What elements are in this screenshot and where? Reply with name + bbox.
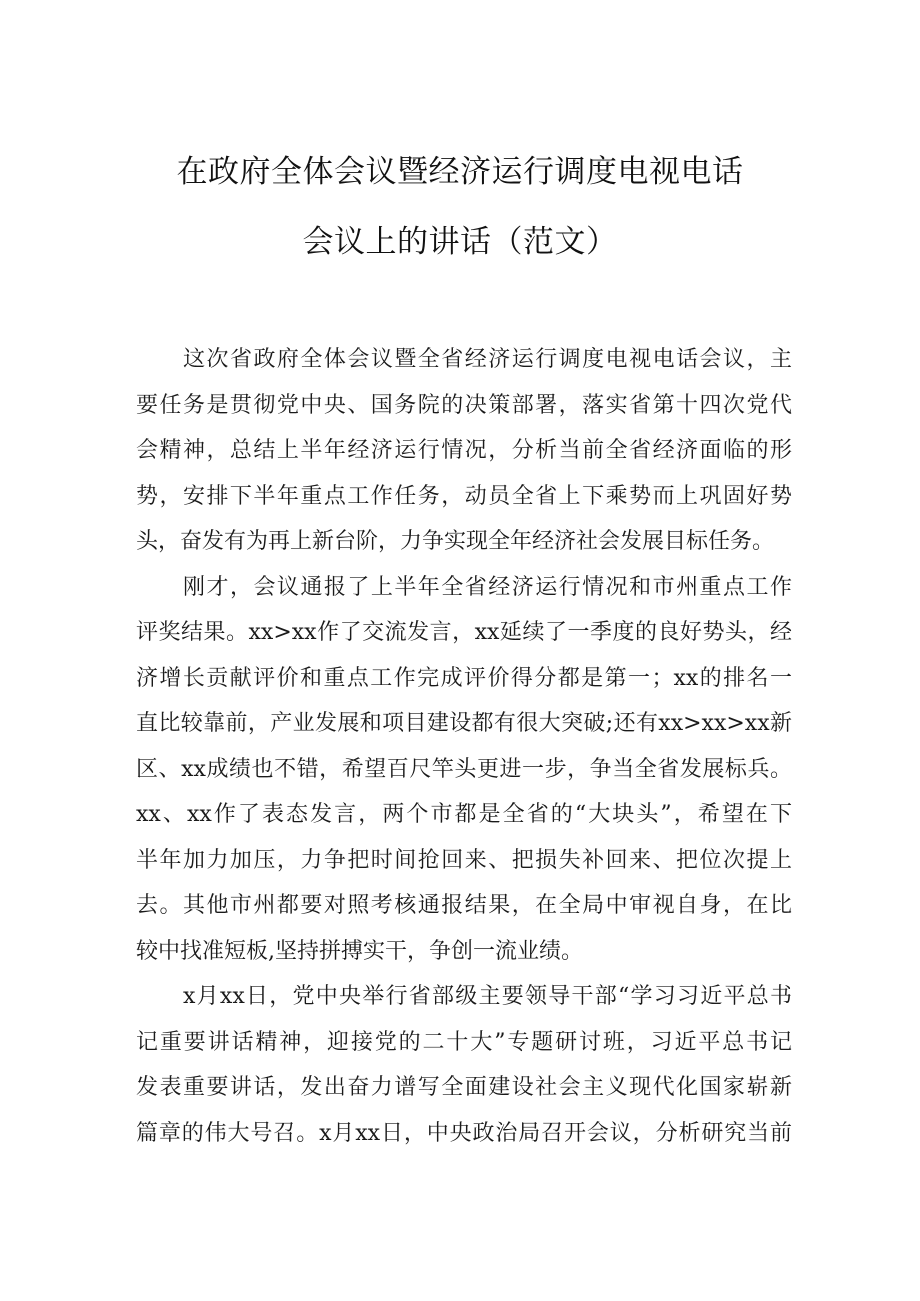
text-line: 半年加力加压，力争把时间抢回来、把损失补回来、把位次提上 [136, 847, 792, 873]
text-line: 区、xx成绩也不错，希望百尺竿头更进一步，争当全省发展标兵。 [136, 756, 792, 782]
text-line: 济增长贡献评价和重点工作完成评价得分都是第一；xx的排名一 [136, 665, 792, 691]
text-line: 要任务是贯彻党中央、国务院的决策部署，落实省第十四次党代 [136, 392, 792, 418]
document-body [136, 338, 792, 1157]
text-line: 篇章的伟大号召。x月xx日，中央政治局召开会议，分析研究当前 [136, 1120, 792, 1146]
text-line: 评奖结果。xx>xx作了交流发言，xx延续了一季度的良好势头，经 [136, 620, 792, 645]
text-line: 发表重要讲话，发出奋力谱写全面建设社会主义现代化国家崭新 [136, 1075, 792, 1100]
text-line: 直比较靠前，产业发展和项目建设都有很大突破;还有xx>xx>xx新 [136, 711, 792, 736]
document-title-line-2: 会议上的讲话（范文） [302, 224, 618, 260]
text-line: xx、xx作了表态发言，两个市都是全省的“大块头”，希望在下 [136, 802, 792, 827]
text-line: 这次省政府全体会议暨全省经济运行调度电视电话会议，主 [183, 347, 792, 372]
text-line: 会精神，总结上半年经济运行情况，分析当前全省经济面临的形 [136, 438, 792, 463]
document-title-line-1: 在政府全体会议暨经济运行调度电视电话 [176, 154, 744, 190]
text-line: x月xx日，党中央举行省部级主要领导干部“学习习近平总书 [183, 984, 792, 1009]
text-line: 较中找准短板,坚持拼搏实干，争创一流业绩。 [136, 938, 583, 964]
text-line: 刚才，会议通报了上半年全省经济运行情况和市州重点工作 [183, 574, 792, 600]
text-line: 去。其他市州都要对照考核通报结果，在全局中审视自身，在比 [136, 893, 792, 918]
text-line: 势，安排下半年重点工作任务，动员全省上下乘势而上巩固好势 [136, 483, 792, 509]
text-line: 记重要讲话精神，迎接党的二十大”专题研讨班，习近平总书记 [136, 1029, 792, 1055]
text-line: 头，奋发有为再上新台阶，力争实现全年经济社会发展目标任务。 [136, 529, 775, 554]
